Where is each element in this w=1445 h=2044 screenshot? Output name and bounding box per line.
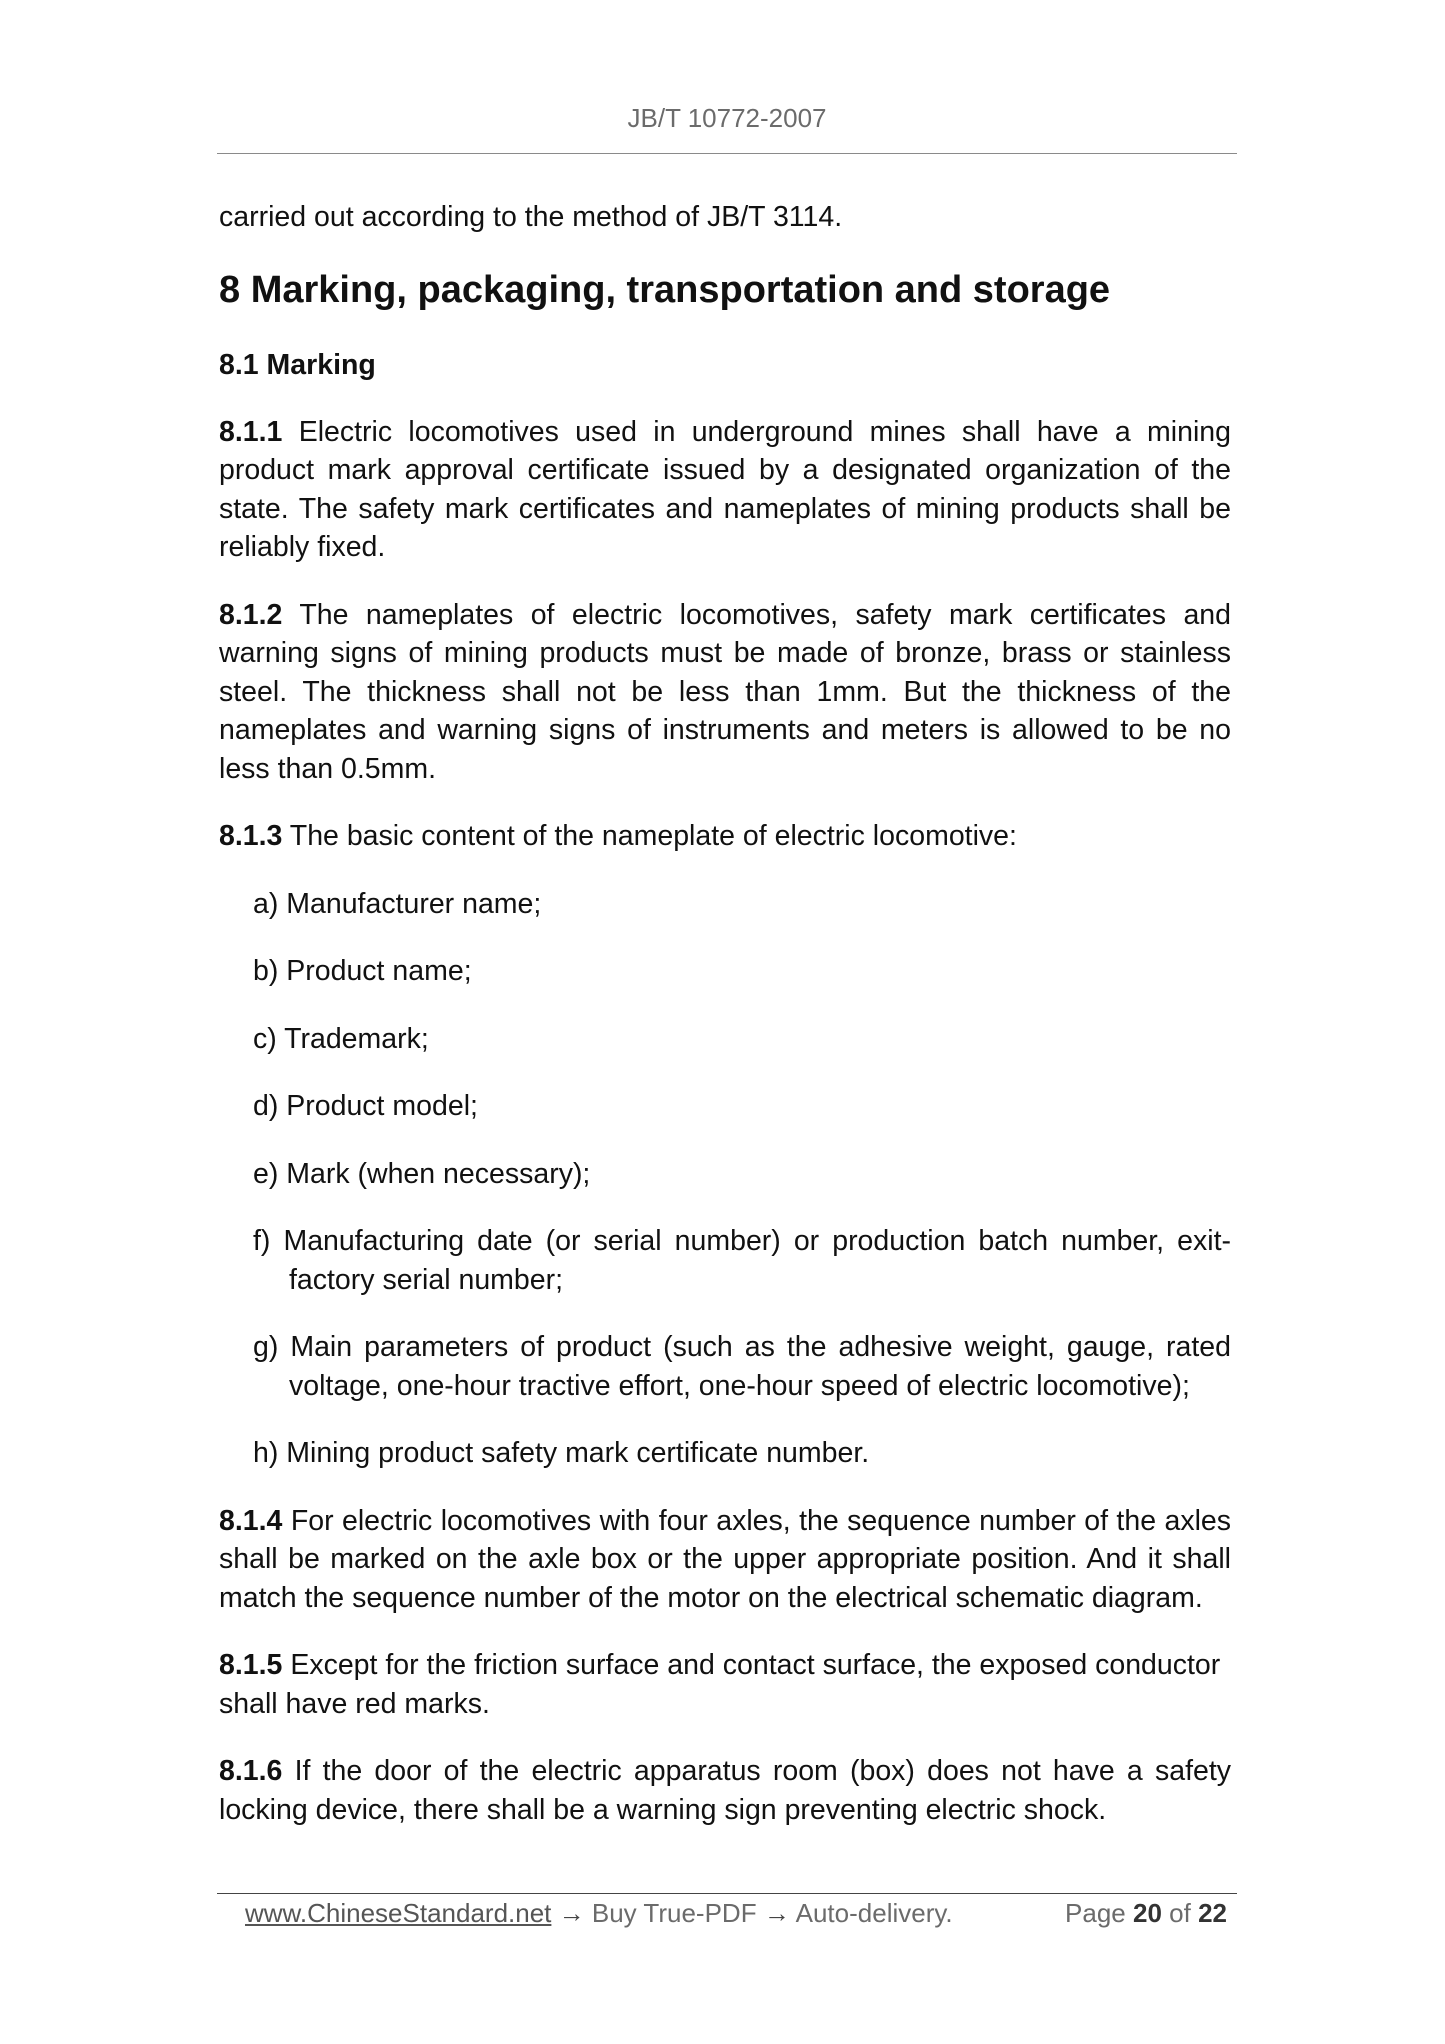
clause-text: If the door of the electric apparatus room (box) does not have a safety locking device, there shall be a warning sign preventing electric shock. (219, 1755, 1232, 1826)
list-item: h) Mining product safety mark certificate number. (253, 1437, 870, 1469)
running-header: JB/T 10772-2007 (627, 103, 827, 133)
auto-delivery-text: Auto-delivery. (795, 1898, 953, 1928)
header-divider (217, 153, 1237, 154)
page-current: 20 (1133, 1898, 1162, 1928)
arrow-right-icon: → (763, 1898, 790, 1928)
clause-text: The nameplates of electric locomotives, safety mark certificates and warning signs of mining products must be made of bronze, brass or stainless steel. The thickness shall not be less than 1mm. But the thickness of the nameplates and warning signs of instruments and meters is allowed to be no less than 0.5mm. (219, 598, 1231, 785)
clause-8-1-5 (219, 1646, 1231, 1723)
list-item: b) Product name; (253, 955, 472, 987)
clause-8-1-3 (219, 817, 1231, 856)
clause-8-1-4 (219, 1502, 1231, 1618)
list-item: g) Main parameters of product (such as the adhesive weight, gauge, rated voltage, one-hour tractive effort, one-hour speed of electric locomotive); (253, 1331, 1231, 1402)
page-content (219, 198, 1231, 1858)
list-item: a) Manufacturer name; (253, 887, 542, 920)
page-footer (245, 1898, 1235, 1929)
list-item: d) Product model; (253, 1090, 478, 1122)
clause-number: 8.1.2 (219, 598, 283, 631)
clause-number: 8.1.3 (219, 820, 283, 852)
clause-number: 8.1.4 (219, 1504, 283, 1537)
clause-number: 8.1.5 (219, 1649, 283, 1681)
clause-8-1-6 (219, 1752, 1231, 1829)
clause-number: 8.1.6 (219, 1755, 283, 1787)
clause-text: The basic content of the nameplate of electric locomotive: (289, 820, 1017, 852)
clause-text: Electric locomotives used in underground mines shall have a mining product mark approval certificate issued by a designated organization of the state. The safety mark certificates and nameplates of mining products shall be reliably fixed. (219, 415, 1231, 563)
section-title: 8 Marking, packaging, transportation and storage (219, 268, 1111, 311)
clause-8-1-2 (219, 596, 1231, 789)
page-label: Page (1065, 1898, 1126, 1928)
clause-number: 8.1.1 (219, 415, 283, 448)
list-item: c) Trademark; (253, 1022, 429, 1055)
clause-text: Except for the friction surface and contact surface, the exposed conductor shall have red marks. (219, 1649, 1221, 1720)
arrow-right-icon: → (558, 1898, 585, 1928)
buy-pdf-text: Buy True-PDF (591, 1898, 757, 1928)
page-total: 22 (1198, 1898, 1227, 1928)
subsection-title: 8.1 Marking (219, 348, 376, 381)
list-item: e) Mark (when necessary); (253, 1157, 591, 1190)
page-of: of (1169, 1898, 1191, 1928)
website-link[interactable]: www.ChineseStandard.net (245, 1898, 552, 1928)
clause-8-1-1 (219, 413, 1231, 567)
page-indicator (1065, 1898, 1227, 1929)
list-item: f) Manufacturing date (or serial number) or production batch number, exit-factory serial number; (253, 1225, 1231, 1296)
clause-text: For electric locomotives with four axles, the sequence number of the axles shall be marked on the axle box or the upper appropriate position. And it shall match the sequence number of the motor on the electrical schematic diagram. (219, 1504, 1231, 1614)
nameplate-content-list (219, 885, 1231, 1473)
footer-divider (217, 1893, 1237, 1894)
lead-paragraph: carried out according to the method of JB/T 3114. (219, 201, 843, 233)
